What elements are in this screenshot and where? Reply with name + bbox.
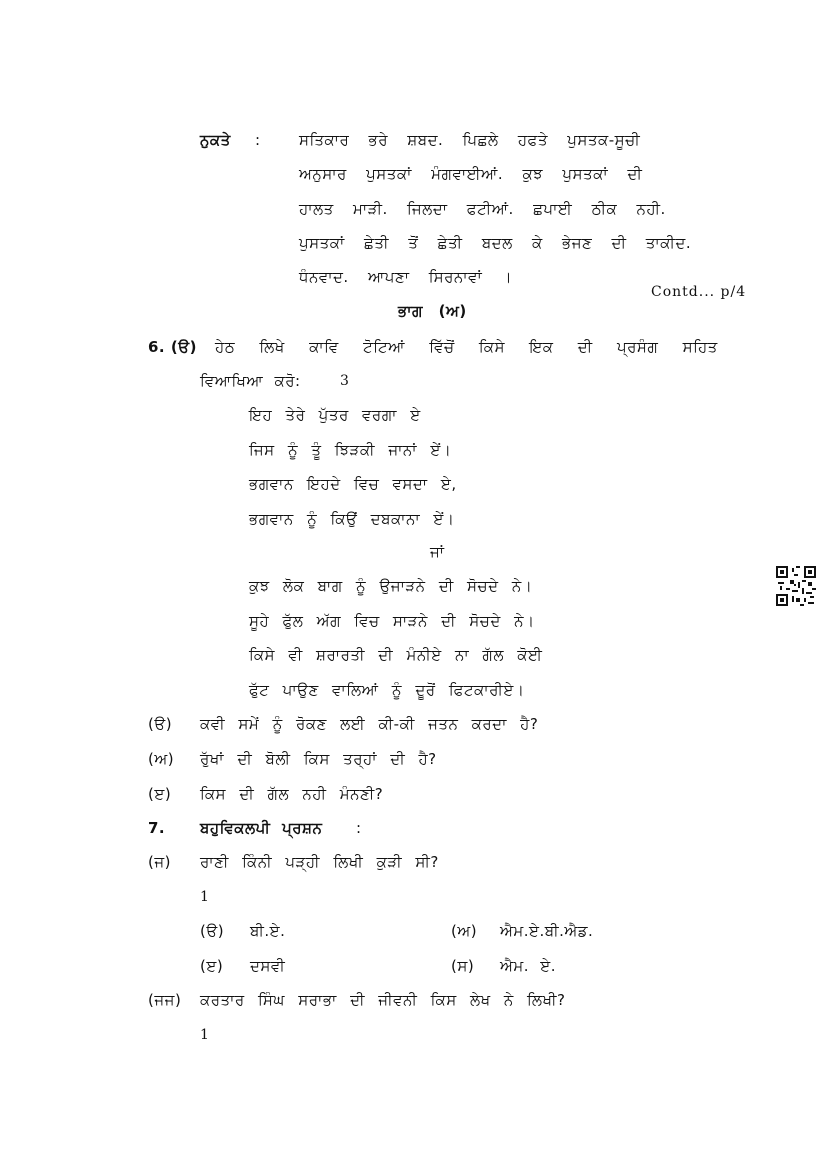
q7-item1-option-c-text: ਦਸਵੀ (250, 957, 286, 975)
poem1-line-1: ਇਹ ਤੇਰੇ ਪੁੱਤਰ ਵਰਗਾ ਏ (249, 406, 421, 424)
q7-item1-option-b-label: (ਅ) (451, 922, 478, 940)
q6-instruction-line-1: ਹੇਠ ਲਿਖੇ ਕਾਵਿ ਟੋਟਿਆਂ ਵਿੱਚੋਂ ਕਿਸੇ ਇਕ ਦੀ ਪ੍ਰਸੰਗ ਸਹਿਤ (215, 338, 718, 356)
notes-label: ਨੁਕਤੇ (200, 131, 231, 149)
notes-line-1: ਸਤਿਕਾਰ ਭਰੇ ਸ਼ਬਦ. ਪਿਛਲੇ ਹਫਤੇ ਪੁਸਤਕ-ਸੂਚੀ (299, 131, 641, 149)
q7-item2-label: (ਜਜ) (148, 991, 182, 1009)
q7-item2-question: ਕਰਤਾਰ ਸਿੰਘ ਸਰਾਭਾ ਦੀ ਜੀਵਨੀ ਕਿਸ ਲੇਖ ਨੇ ਲਿਖੀ? (200, 991, 566, 1009)
poem1-line-2: ਜਿਸ ਨੂੰ ਤੂੰ ਝਿੜਕੀ ਜਾਨਾਂ ਏਂ। (249, 441, 452, 459)
q6-sub-b-label: (ਅ) (148, 750, 175, 768)
continued-note: Contd... p/4 (651, 284, 747, 300)
q6-sub-c-label: (ੲ) (148, 785, 172, 803)
notes-line-2: ਅਨੁਸਾਰ ਪੁਸਤਕਾਂ ਮੰਗਵਾਈਆਂ. ਕੁਝ ਪੁਸਤਕਾਂ ਦੀ (299, 165, 643, 183)
q7-number: 7. (148, 819, 166, 837)
or-separator: ਜਾਂ (430, 543, 445, 561)
notes-line-4: ਪੁਸਤਕਾਂ ਛੇਤੀ ਤੋਂ ਛੇਤੀ ਬਦਲ ਕੇ ਭੇਜਣ ਦੀ ਤਾਕੀਦ. (299, 234, 692, 252)
q7-item1-option-d-text: ਐਮ. ਏ. (500, 957, 557, 975)
q7-item1-option-a-label: (ੳ) (200, 922, 225, 940)
q6-number: 6. (ੳ) (148, 338, 197, 356)
q7-item1-option-b-text: ਐਮ.ਏ.ਬੀ.ਐਡ. (500, 922, 594, 940)
q7-item1-label: (ਜ) (148, 853, 171, 871)
q7-item1-option-a-text: ਬੀ.ਏ. (250, 922, 286, 940)
q6-sub-c-text: ਕਿਸ ਦੀ ਗੱਲ ਨਹੀ ਮੰਨਣੀ? (200, 785, 384, 803)
q7-colon: : (356, 819, 362, 837)
poem1-line-3: ਭਗਵਾਨ ਇਹਦੇ ਵਿਚ ਵਸਦਾ ਏ, (249, 475, 457, 493)
q6-sub-a-text: ਕਵੀ ਸਮੇਂ ਨੂੰ ਰੋਕਣ ਲਈ ਕੀ-ਕੀ ਜਤਨ ਕਰਦਾ ਹੈ? (200, 715, 539, 733)
poem1-line-4: ਭਗਵਾਨ ਨੂੰ ਕਿਉਂ ਦਬਕਾਨਾ ਏਂ। (249, 510, 455, 528)
q7-item1-marks: 1 (200, 889, 210, 905)
poem2-line-3: ਕਿਸੇ ਵੀ ਸ਼ਰਾਰਤੀ ਦੀ ਮੰਨੀਏ ਨਾ ਗੱਲ ਕੋਈ (249, 646, 543, 664)
poem2-line-4: ਫੁੱਟ ਪਾਉਣ ਵਾਲਿਆਂ ਨੂੰ ਦੂਰੋਂ ਫਿਟਕਾਰੀਏ। (249, 681, 525, 699)
q7-title: ਬਹੁਵਿਕਲਪੀ ਪ੍ਰਸ਼ਨ (200, 819, 323, 837)
notes-line-5: ਧੰਨਵਾਦ. ਆਪਣਾ ਸਿਰਨਾਵਾਂ । (299, 268, 513, 286)
notes-line-3: ਹਾਲਤ ਮਾੜੀ. ਜਿਲਦਾ ਫਟੀਆਂ. ਛਪਾਈ ਠੀਕ ਨਹੀ. (299, 200, 666, 218)
notes-colon: : (255, 131, 261, 149)
q7-item1-option-d-label: (ਸ) (451, 957, 475, 975)
q6-instruction-line-2: ਵਿਆਖਿਆ ਕਰੋ: (200, 372, 301, 390)
poem2-line-2: ਸੂਹੇ ਫੁੱਲ ਅੱਗ ਵਿਚ ਸਾੜਨੇ ਦੀ ਸੋਚਦੇ ਨੇ। (249, 612, 535, 630)
q6-sub-a-label: (ੳ) (148, 715, 173, 733)
q7-item1-question: ਰਾਣੀ ਕਿੰਨੀ ਪੜ੍ਹੀ ਲਿਖੀ ਕੁੜੀ ਸੀ? (200, 853, 439, 871)
q6-marks: 3 (340, 373, 350, 389)
q7-item2-marks: 1 (200, 1027, 210, 1043)
q7-item1-option-c-label: (ੲ) (200, 957, 224, 975)
q6-sub-b-text: ਰੁੱਖਾਂ ਦੀ ਬੋਲੀ ਕਿਸ ਤਰ੍ਹਾਂ ਦੀ ਹੈ? (200, 750, 437, 768)
poem2-line-1: ਕੁਝ ਲੋਕ ਬਾਗ ਨੂੰ ਉਜਾੜਨੇ ਦੀ ਸੋਚਦੇ ਨੇ। (249, 577, 533, 595)
section-title: ਭਾਗ (ਅ) (398, 302, 467, 320)
qr-code-icon (776, 566, 816, 606)
